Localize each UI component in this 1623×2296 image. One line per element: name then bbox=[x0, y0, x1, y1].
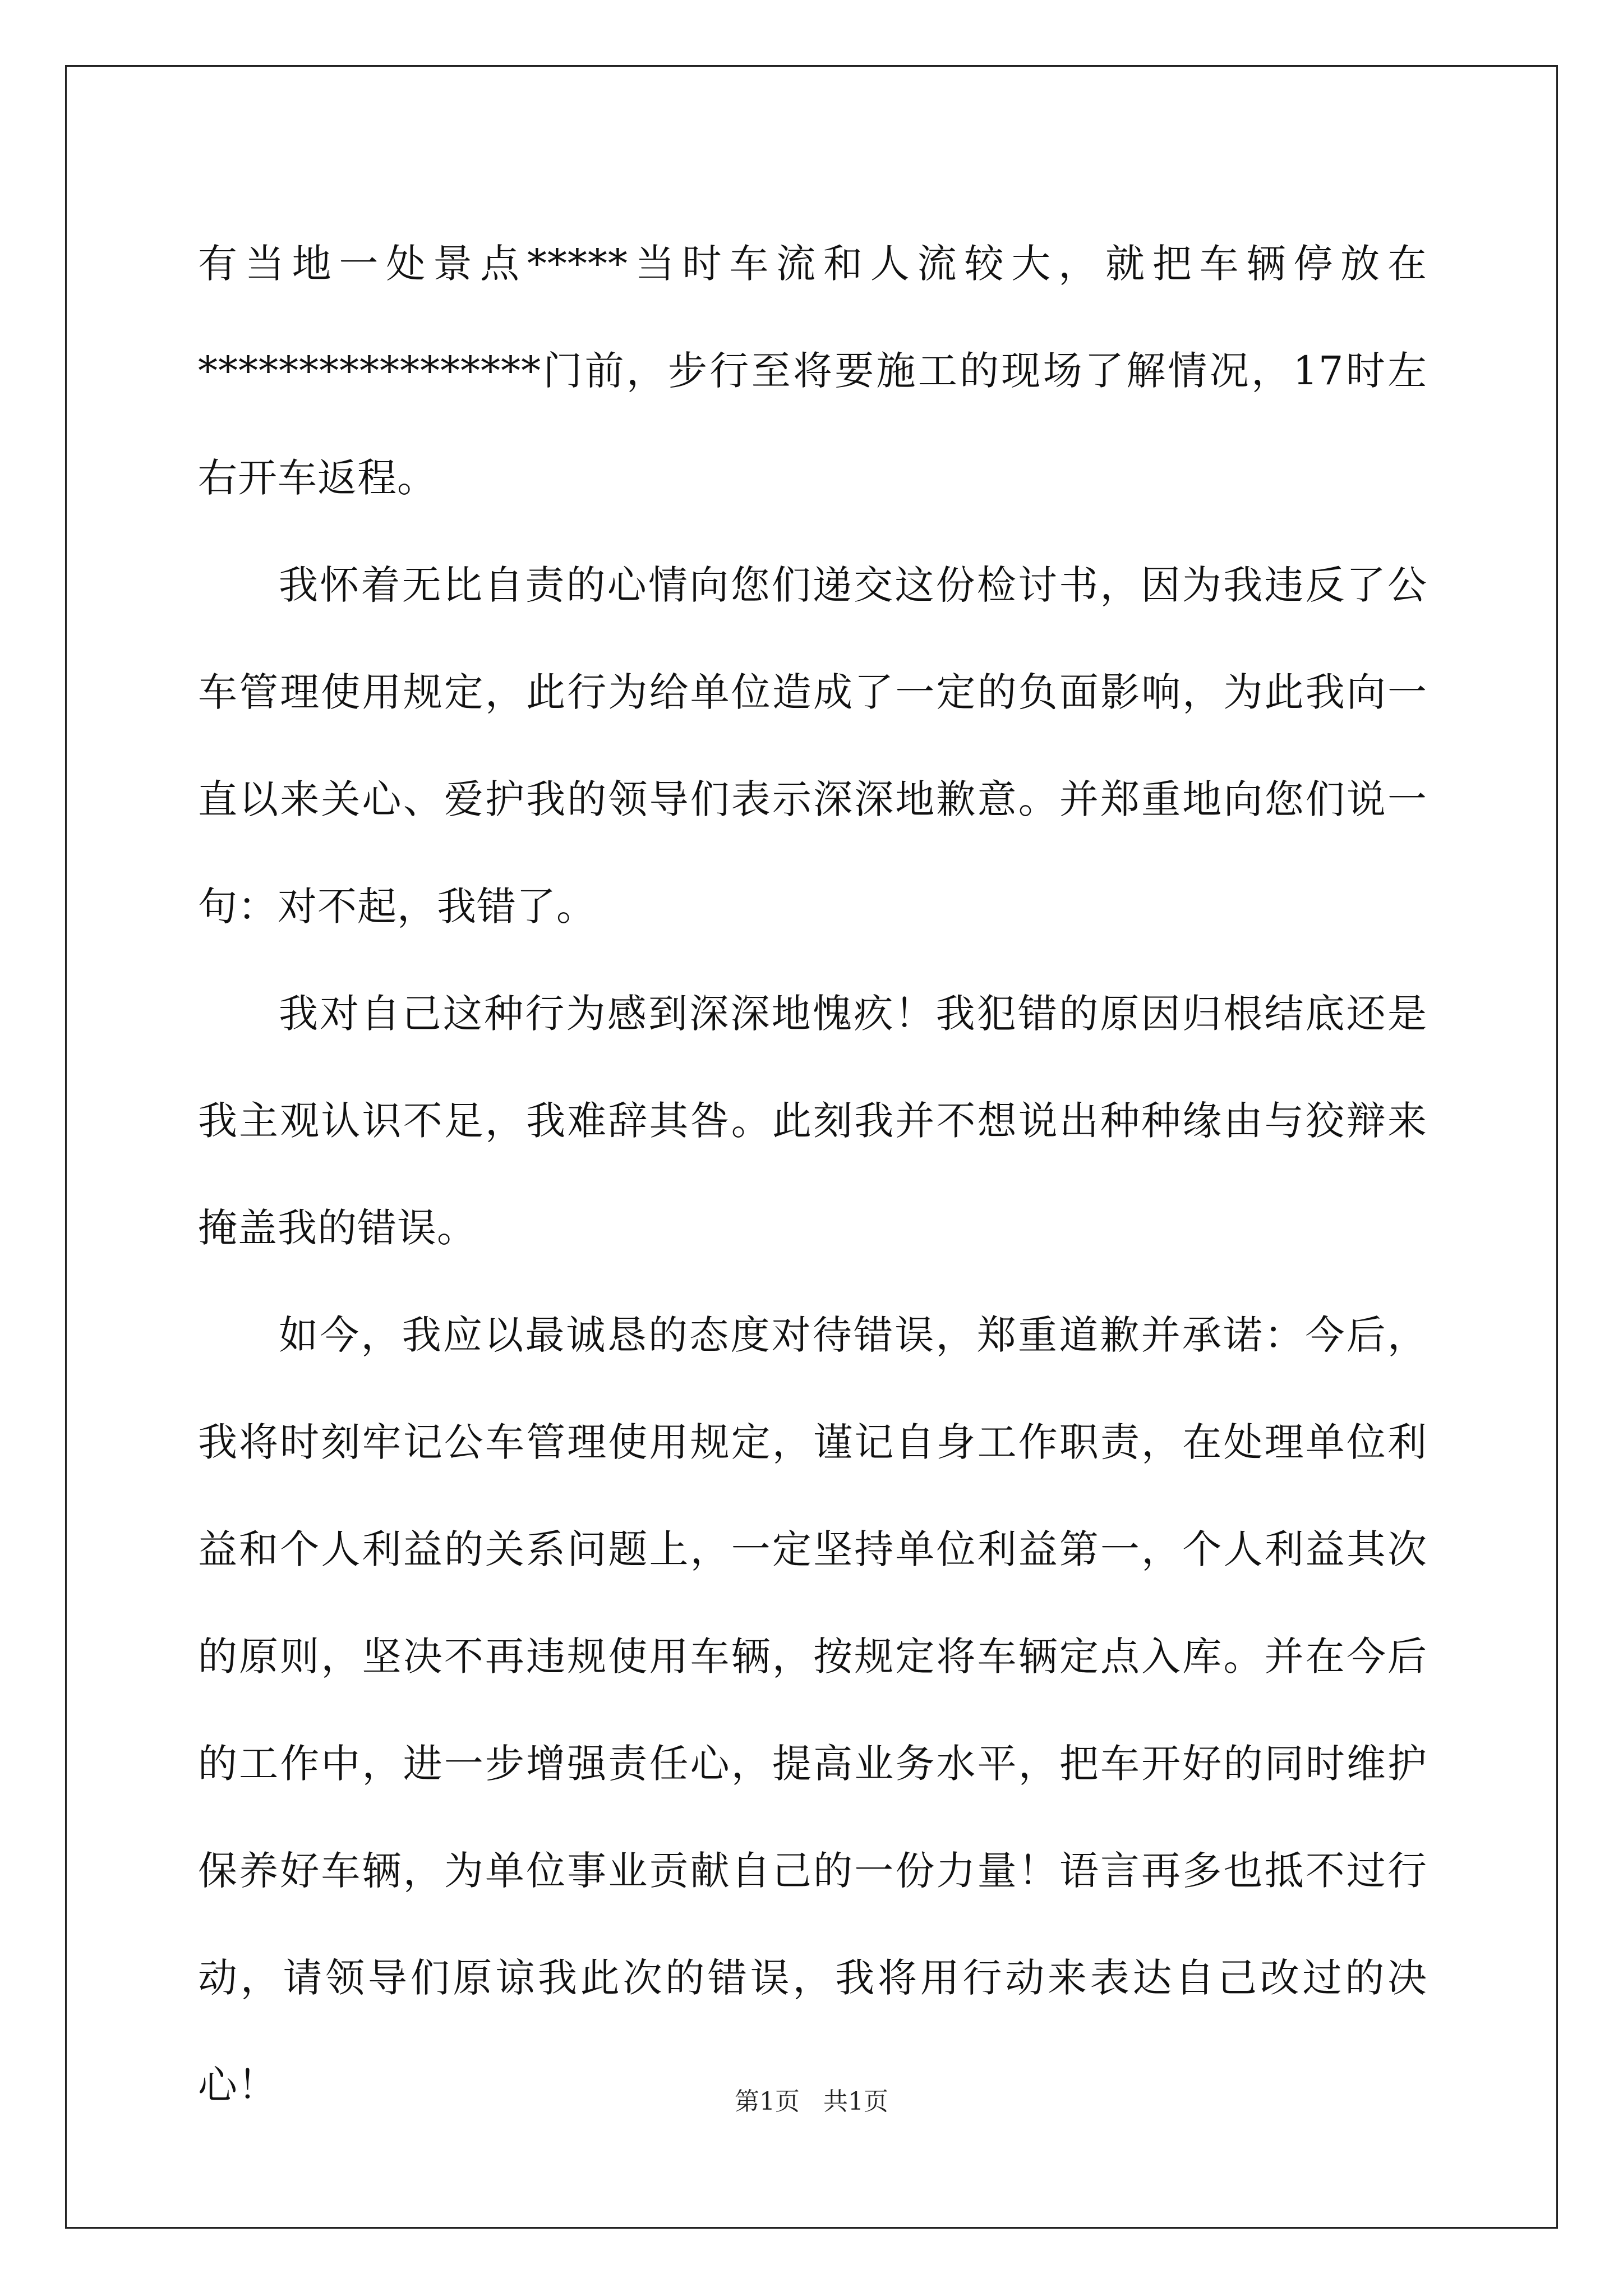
text-line: 如今，我应以最诚恳的态度对待错误，郑重道歉并承诺：今后， bbox=[279, 1312, 1427, 1358]
text-line: *****************门前，步行至将要施工的现场了解情况，17时左 bbox=[198, 348, 1427, 394]
paragraph bbox=[198, 960, 1427, 1282]
text-line: 右开车返程。 bbox=[198, 455, 437, 501]
text-line: 我将时刻牢记公车管理使用规定，谨记自身工作职责，在处理单位利 bbox=[198, 1419, 1427, 1465]
text-line: 动，请领导们原谅我此次的错误，我将用行动来表达自己改过的决心！ bbox=[198, 1955, 1427, 2108]
text-line: 直以来关心、爱护我的领导们表示深深地歉意。并郑重地向您们说一 bbox=[198, 776, 1427, 822]
text-line: 的原则，坚决不再违规使用车辆，按规定将车辆定点入库。并在今后 bbox=[198, 1634, 1427, 1680]
text-line: 句：对不起，我错了。 bbox=[198, 884, 596, 930]
page-number: 第1页 bbox=[735, 2087, 800, 2116]
paragraph bbox=[198, 532, 1427, 960]
paragraph bbox=[198, 1282, 1427, 2139]
text-line: 的工作中，进一步增强责任心，提高业务水平，把车开好的同时维护 bbox=[198, 1741, 1427, 1787]
text-line: 我对自己这种行为感到深深地愧疚！我犯错的原因归根结底还是 bbox=[279, 991, 1427, 1037]
text-line: 车管理使用规定，此行为给单位造成了一定的负面影响，为此我向一 bbox=[198, 669, 1427, 715]
text-line: 我主观认识不足，我难辞其咎。此刻我并不想说出种种缘由与狡辩来 bbox=[198, 1098, 1427, 1144]
document-body bbox=[198, 210, 1427, 2139]
text-line: 掩盖我的错误。 bbox=[198, 1205, 477, 1251]
text-line: 有当地一处景点*****当时车流和人流较大，就把车辆停放在 bbox=[198, 241, 1427, 287]
text-line: 我怀着无比自责的心情向您们递交这份检讨书，因为我违反了公 bbox=[279, 562, 1427, 608]
text-line: 保养好车辆，为单位事业贡献自己的一份力量！语言再多也抵不过行 bbox=[198, 1848, 1427, 1894]
page-footer bbox=[0, 2081, 1623, 2117]
paragraph bbox=[198, 210, 1427, 532]
text-line: 益和个人利益的关系问题上，一定坚持单位利益第一，个人利益其次 bbox=[198, 1526, 1427, 1572]
page-total: 共1页 bbox=[823, 2087, 888, 2116]
